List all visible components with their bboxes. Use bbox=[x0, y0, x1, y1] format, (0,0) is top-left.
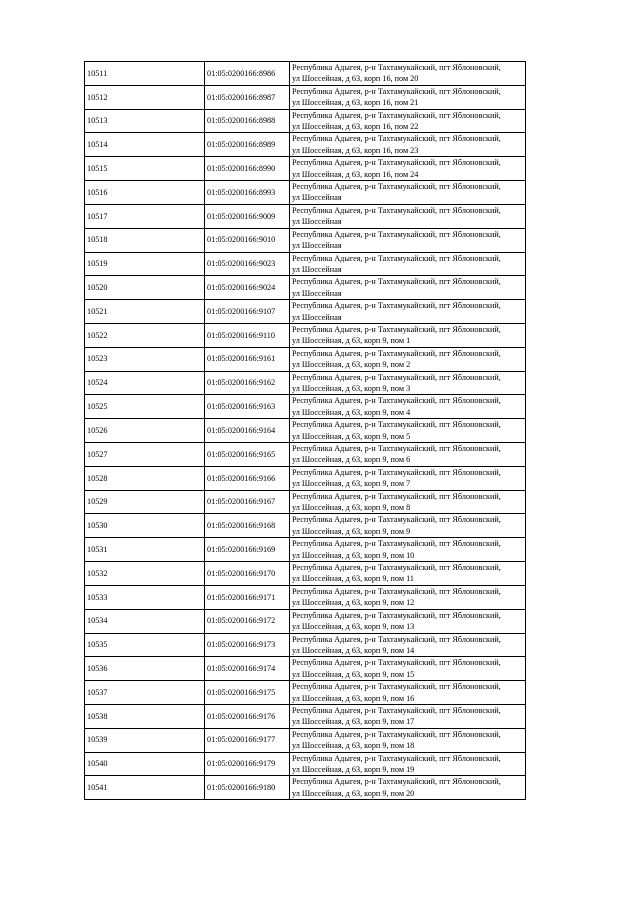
address-cell bbox=[290, 490, 526, 514]
address-cell bbox=[290, 443, 526, 467]
registry-table bbox=[84, 61, 526, 800]
cadastral-number-cell: 01:05:0200166:9172 bbox=[205, 609, 290, 633]
table-row bbox=[85, 395, 526, 419]
address-line-2: ул Шоссейная, д 63, корп 9, пом 16 bbox=[292, 693, 415, 703]
address-line-1: Республика Адыгея, р-н Тахтамукайский, пгт Яблоновский, bbox=[292, 158, 501, 168]
address-cell bbox=[290, 657, 526, 681]
cadastral-number-cell: 01:05:0200166:8993 bbox=[205, 181, 290, 205]
cadastral-number-cell: 01:05:0200166:9110 bbox=[205, 323, 290, 347]
address-line-1: Республика Адыгея, р-н Тахтамукайский, пгт Яблоновский, bbox=[292, 182, 501, 192]
address-cell bbox=[290, 276, 526, 300]
cadastral-number-cell: 01:05:0200166:9024 bbox=[205, 276, 290, 300]
address-line-1: Республика Адыгея, р-н Тахтамукайский, пгт Яблоновский, bbox=[292, 563, 501, 573]
address-line-2: ул Шоссейная bbox=[292, 288, 342, 298]
row-number-cell: 10530 bbox=[85, 514, 205, 538]
cadastral-number-cell: 01:05:0200166:8988 bbox=[205, 109, 290, 133]
address-line-2: ул Шоссейная, д 63, корп 9, пом 9 bbox=[292, 526, 411, 536]
row-number-cell: 10524 bbox=[85, 371, 205, 395]
address-cell bbox=[290, 728, 526, 752]
address-line-1: Республика Адыгея, р-н Тахтамукайский, пгт Яблоновский, bbox=[292, 372, 501, 382]
address-cell bbox=[290, 776, 526, 800]
cadastral-number-cell: 01:05:0200166:9162 bbox=[205, 371, 290, 395]
address-line-1: Республика Адыгея, р-н Тахтамукайский, пгт Яблоновский, bbox=[292, 610, 501, 620]
address-line-2: ул Шоссейная, д 63, корп 9, пом 15 bbox=[292, 669, 415, 679]
address-line-2: ул Шоссейная, д 63, корп 9, пом 7 bbox=[292, 479, 411, 489]
address-line-2: ул Шоссейная, д 63, корп 16, пом 21 bbox=[292, 98, 419, 108]
table-row bbox=[85, 704, 526, 728]
address-line-1: Республика Адыгея, р-н Тахтамукайский, пгт Яблоновский, bbox=[292, 301, 501, 311]
row-number-cell: 10534 bbox=[85, 609, 205, 633]
address-cell bbox=[290, 514, 526, 538]
address-line-1: Республика Адыгея, р-н Тахтамукайский, пгт Яблоновский, bbox=[292, 420, 501, 430]
row-number-cell: 10517 bbox=[85, 204, 205, 228]
address-line-2: ул Шоссейная, д 63, корп 9, пом 8 bbox=[292, 503, 411, 513]
cadastral-number-cell: 01:05:0200166:9174 bbox=[205, 657, 290, 681]
cadastral-number-cell: 01:05:0200166:9023 bbox=[205, 252, 290, 276]
address-line-2: ул Шоссейная, д 63, корп 9, пом 19 bbox=[292, 764, 415, 774]
address-cell bbox=[290, 181, 526, 205]
row-number-cell: 10537 bbox=[85, 681, 205, 705]
address-cell bbox=[290, 62, 526, 86]
cadastral-number-cell: 01:05:0200166:9169 bbox=[205, 538, 290, 562]
cadastral-number-cell: 01:05:0200166:9175 bbox=[205, 681, 290, 705]
address-line-1: Республика Адыгея, р-н Тахтамукайский, пгт Яблоновский, bbox=[292, 753, 501, 763]
table-row bbox=[85, 228, 526, 252]
address-line-1: Республика Адыгея, р-н Тахтамукайский, пгт Яблоновский, bbox=[292, 634, 501, 644]
cadastral-number-cell: 01:05:0200166:9165 bbox=[205, 443, 290, 467]
address-line-2: ул Шоссейная, д 63, корп 9, пом 12 bbox=[292, 598, 415, 608]
cadastral-number-cell: 01:05:0200166:9179 bbox=[205, 752, 290, 776]
address-line-2: ул Шоссейная bbox=[292, 217, 342, 227]
address-cell bbox=[290, 228, 526, 252]
row-number-cell: 10520 bbox=[85, 276, 205, 300]
address-cell bbox=[290, 85, 526, 109]
address-line-2: ул Шоссейная bbox=[292, 193, 342, 203]
address-cell bbox=[290, 371, 526, 395]
document-page bbox=[84, 61, 525, 800]
address-cell bbox=[290, 585, 526, 609]
table-row bbox=[85, 347, 526, 371]
address-cell bbox=[290, 538, 526, 562]
address-line-2: ул Шоссейная, д 63, корп 16, пом 22 bbox=[292, 122, 419, 132]
address-line-1: Республика Адыгея, р-н Тахтамукайский, пгт Яблоновский, bbox=[292, 705, 501, 715]
address-line-2: ул Шоссейная, д 63, корп 16, пом 20 bbox=[292, 74, 419, 84]
table-row bbox=[85, 85, 526, 109]
address-line-2: ул Шоссейная, д 63, корп 9, пом 3 bbox=[292, 383, 411, 393]
row-number-cell: 10531 bbox=[85, 538, 205, 562]
address-line-1: Республика Адыгея, р-н Тахтамукайский, пгт Яблоновский, bbox=[292, 205, 501, 215]
address-line-1: Республика Адыгея, р-н Тахтамукайский, пгт Яблоновский, bbox=[292, 467, 501, 477]
table-row bbox=[85, 466, 526, 490]
address-line-2: ул Шоссейная, д 63, корп 9, пом 11 bbox=[292, 574, 414, 584]
row-number-cell: 10532 bbox=[85, 562, 205, 586]
table-row bbox=[85, 585, 526, 609]
address-cell bbox=[290, 157, 526, 181]
address-cell bbox=[290, 395, 526, 419]
row-number-cell: 10513 bbox=[85, 109, 205, 133]
address-line-2: ул Шоссейная, д 63, корп 9, пом 10 bbox=[292, 550, 415, 560]
address-line-1: Республика Адыгея, р-н Тахтамукайский, пгт Яблоновский, bbox=[292, 729, 501, 739]
row-number-cell: 10516 bbox=[85, 181, 205, 205]
row-number-cell: 10529 bbox=[85, 490, 205, 514]
address-line-1: Республика Адыгея, р-н Тахтамукайский, пгт Яблоновский, bbox=[292, 586, 501, 596]
cadastral-number-cell: 01:05:0200166:9180 bbox=[205, 776, 290, 800]
row-number-cell: 10539 bbox=[85, 728, 205, 752]
address-line-1: Республика Адыгея, р-н Тахтамукайский, пгт Яблоновский, bbox=[292, 348, 501, 358]
row-number-cell: 10515 bbox=[85, 157, 205, 181]
row-number-cell: 10527 bbox=[85, 443, 205, 467]
cadastral-number-cell: 01:05:0200166:8987 bbox=[205, 85, 290, 109]
address-line-1: Республика Адыгея, р-н Тахтамукайский, пгт Яблоновский, bbox=[292, 324, 501, 334]
address-cell bbox=[290, 419, 526, 443]
row-number-cell: 10541 bbox=[85, 776, 205, 800]
row-number-cell: 10526 bbox=[85, 419, 205, 443]
address-line-2: ул Шоссейная, д 63, корп 9, пом 6 bbox=[292, 455, 411, 465]
row-number-cell: 10525 bbox=[85, 395, 205, 419]
address-line-1: Республика Адыгея, р-н Тахтамукайский, пгт Яблоновский, bbox=[292, 134, 501, 144]
address-cell bbox=[290, 752, 526, 776]
address-line-2: ул Шоссейная, д 63, корп 16, пом 24 bbox=[292, 169, 419, 179]
table-row bbox=[85, 514, 526, 538]
address-line-1: Республика Адыгея, р-н Тахтамукайский, пгт Яблоновский, bbox=[292, 110, 501, 120]
address-cell bbox=[290, 300, 526, 324]
address-line-1: Республика Адыгея, р-н Тахтамукайский, пгт Яблоновский, bbox=[292, 444, 501, 453]
address-line-2: ул Шоссейная, д 63, корп 9, пом 2 bbox=[292, 360, 411, 370]
address-line-2: ул Шоссейная, д 63, корп 9, пом 4 bbox=[292, 407, 411, 417]
address-line-2: ул Шоссейная, д 63, корп 9, пом 17 bbox=[292, 717, 415, 727]
row-number-cell: 10535 bbox=[85, 633, 205, 657]
row-number-cell: 10519 bbox=[85, 252, 205, 276]
table-row bbox=[85, 443, 526, 467]
address-line-1: Республика Адыгея, р-н Тахтамукайский, пгт Яблоновский, bbox=[292, 682, 501, 692]
cadastral-number-cell: 01:05:0200166:9167 bbox=[205, 490, 290, 514]
address-line-2: ул Шоссейная, д 63, корп 9, пом 18 bbox=[292, 741, 415, 751]
address-cell bbox=[290, 681, 526, 705]
table-row bbox=[85, 776, 526, 800]
address-cell bbox=[290, 133, 526, 157]
address-cell bbox=[290, 704, 526, 728]
table-row bbox=[85, 371, 526, 395]
address-line-2: ул Шоссейная, д 63, корп 9, пом 1 bbox=[292, 336, 411, 346]
address-line-2: ул Шоссейная bbox=[292, 241, 342, 251]
address-line-1: Республика Адыгея, р-н Тахтамукайский, пгт Яблоновский, bbox=[292, 515, 501, 525]
address-line-1: Республика Адыгея, р-н Тахтамукайский, пгт Яблоновский, bbox=[292, 277, 501, 287]
address-line-2: ул Шоссейная bbox=[292, 312, 342, 322]
table-row bbox=[85, 133, 526, 157]
table-row bbox=[85, 323, 526, 347]
row-number-cell: 10514 bbox=[85, 133, 205, 157]
address-cell bbox=[290, 109, 526, 133]
address-cell bbox=[290, 323, 526, 347]
address-cell bbox=[290, 252, 526, 276]
table-row bbox=[85, 609, 526, 633]
address-line-1: Республика Адыгея, р-н Тахтамукайский, пгт Яблоновский, bbox=[292, 63, 501, 72]
row-number-cell: 10512 bbox=[85, 85, 205, 109]
table-row bbox=[85, 657, 526, 681]
address-line-1: Республика Адыгея, р-н Тахтамукайский, пгт Яблоновский, bbox=[292, 658, 501, 668]
address-line-1: Республика Адыгея, р-н Тахтамукайский, пгт Яблоновский, bbox=[292, 229, 501, 239]
address-cell bbox=[290, 609, 526, 633]
registry-table-body bbox=[85, 62, 526, 800]
table-row bbox=[85, 204, 526, 228]
row-number-cell: 10521 bbox=[85, 300, 205, 324]
address-cell bbox=[290, 204, 526, 228]
address-line-2: ул Шоссейная, д 63, корп 16, пом 23 bbox=[292, 145, 419, 155]
cadastral-number-cell: 01:05:0200166:9166 bbox=[205, 466, 290, 490]
cadastral-number-cell: 01:05:0200166:9177 bbox=[205, 728, 290, 752]
cadastral-number-cell: 01:05:0200166:9009 bbox=[205, 204, 290, 228]
cadastral-number-cell: 01:05:0200166:8990 bbox=[205, 157, 290, 181]
table-row bbox=[85, 300, 526, 324]
address-line-1: Республика Адыгея, р-н Тахтамукайский, пгт Яблоновский, bbox=[292, 491, 501, 501]
table-row bbox=[85, 62, 526, 86]
table-row bbox=[85, 157, 526, 181]
row-number-cell: 10538 bbox=[85, 704, 205, 728]
table-row bbox=[85, 109, 526, 133]
address-cell bbox=[290, 466, 526, 490]
row-number-cell: 10511 bbox=[85, 62, 205, 86]
address-line-1: Республика Адыгея, р-н Тахтамукайский, пгт Яблоновский, bbox=[292, 253, 501, 263]
row-number-cell: 10540 bbox=[85, 752, 205, 776]
address-line-2: ул Шоссейная bbox=[292, 264, 342, 274]
address-line-1: Республика Адыгея, р-н Тахтамукайский, пгт Яблоновский, bbox=[292, 86, 501, 96]
row-number-cell: 10533 bbox=[85, 585, 205, 609]
cadastral-number-cell: 01:05:0200166:9164 bbox=[205, 419, 290, 443]
table-row bbox=[85, 276, 526, 300]
row-number-cell: 10528 bbox=[85, 466, 205, 490]
row-number-cell: 10518 bbox=[85, 228, 205, 252]
address-cell bbox=[290, 347, 526, 371]
cadastral-number-cell: 01:05:0200166:9176 bbox=[205, 704, 290, 728]
address-line-2: ул Шоссейная, д 63, корп 9, пом 13 bbox=[292, 622, 415, 632]
cadastral-number-cell: 01:05:0200166:9107 bbox=[205, 300, 290, 324]
address-line-2: ул Шоссейная, д 63, корп 9, пом 20 bbox=[292, 788, 415, 798]
address-line-2: ул Шоссейная, д 63, корп 9, пом 14 bbox=[292, 645, 415, 655]
address-line-1: Республика Адыгея, р-н Тахтамукайский, пгт Яблоновский, bbox=[292, 396, 501, 406]
cadastral-number-cell: 01:05:0200166:9171 bbox=[205, 585, 290, 609]
table-row bbox=[85, 728, 526, 752]
table-row bbox=[85, 181, 526, 205]
cadastral-number-cell: 01:05:0200166:9161 bbox=[205, 347, 290, 371]
row-number-cell: 10536 bbox=[85, 657, 205, 681]
table-row bbox=[85, 490, 526, 514]
row-number-cell: 10522 bbox=[85, 323, 205, 347]
address-line-1: Республика Адыгея, р-н Тахтамукайский, пгт Яблоновский, bbox=[292, 777, 501, 787]
table-row bbox=[85, 538, 526, 562]
cadastral-number-cell: 01:05:0200166:9010 bbox=[205, 228, 290, 252]
address-cell bbox=[290, 562, 526, 586]
table-row bbox=[85, 633, 526, 657]
address-line-2: ул Шоссейная, д 63, корп 9, пом 5 bbox=[292, 431, 411, 441]
cadastral-number-cell: 01:05:0200166:9173 bbox=[205, 633, 290, 657]
row-number-cell: 10523 bbox=[85, 347, 205, 371]
cadastral-number-cell: 01:05:0200166:9168 bbox=[205, 514, 290, 538]
cadastral-number-cell: 01:05:0200166:9163 bbox=[205, 395, 290, 419]
address-cell bbox=[290, 633, 526, 657]
table-row bbox=[85, 681, 526, 705]
address-line-1: Республика Адыгея, р-н Тахтамукайский, пгт Яблоновский, bbox=[292, 539, 501, 549]
cadastral-number-cell: 01:05:0200166:8989 bbox=[205, 133, 290, 157]
table-row bbox=[85, 419, 526, 443]
table-row bbox=[85, 252, 526, 276]
cadastral-number-cell: 01:05:0200166:9170 bbox=[205, 562, 290, 586]
cadastral-number-cell: 01:05:0200166:8986 bbox=[205, 62, 290, 86]
table-row bbox=[85, 752, 526, 776]
table-row bbox=[85, 562, 526, 586]
